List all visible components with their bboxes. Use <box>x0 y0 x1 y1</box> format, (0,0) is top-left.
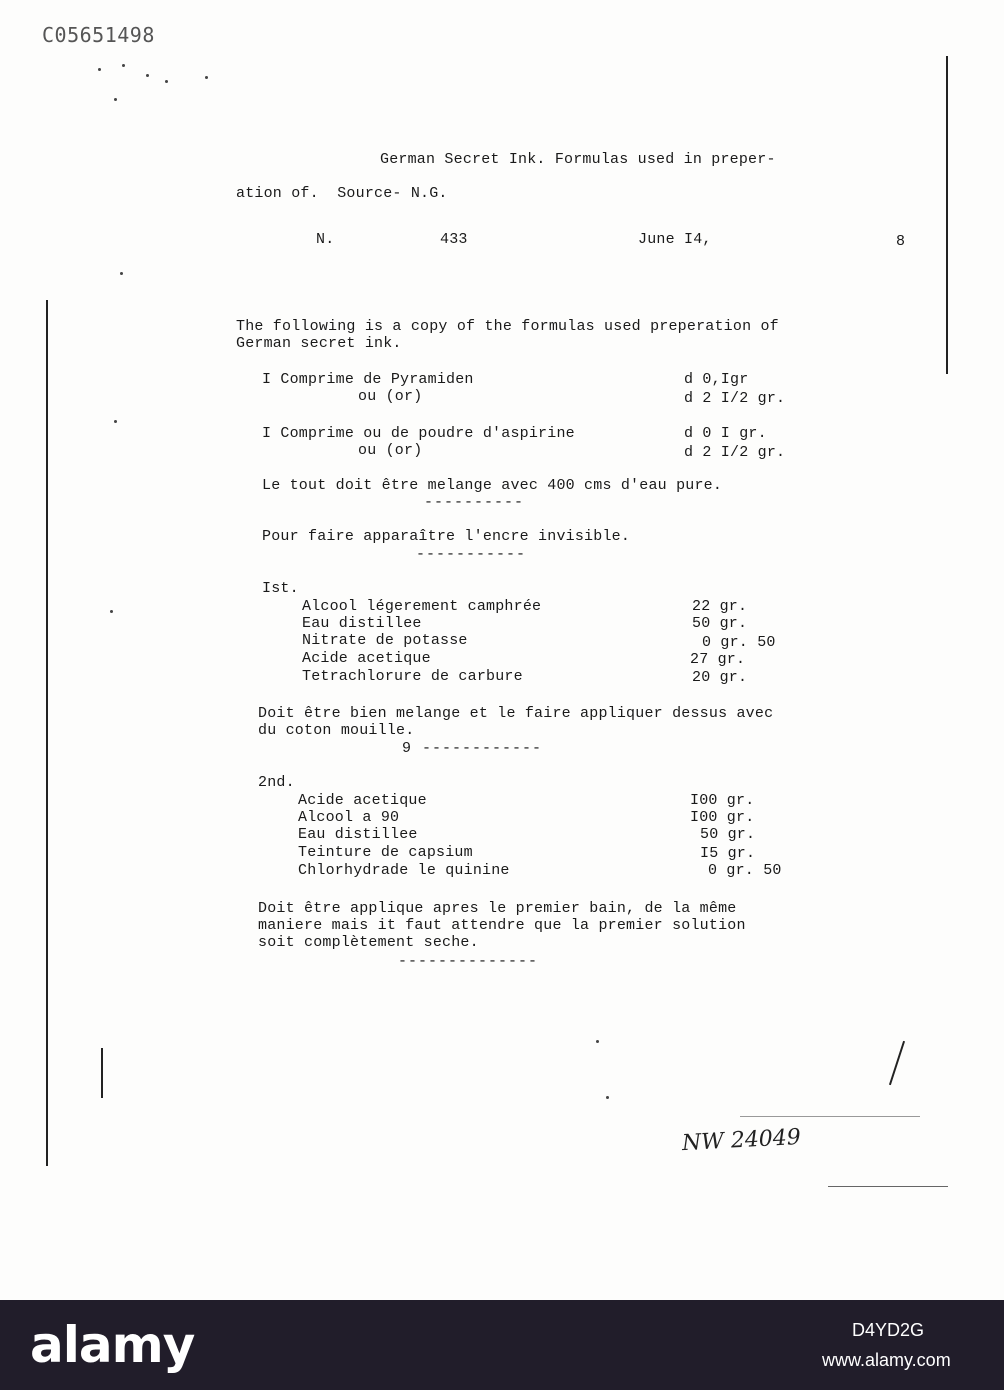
second-instruction-line-1: Doit être applique apres le premier bain, de la même <box>258 900 737 917</box>
document-id: C05651498 <box>42 23 155 47</box>
scan-speck <box>165 80 168 83</box>
second-item-amount: 50 gr. <box>700 826 756 843</box>
first-item-amount: 20 gr. <box>692 669 748 686</box>
second-item-name: Acide acetique <box>298 792 427 809</box>
reference-date: June I4, <box>638 231 712 248</box>
formula-1-amount-2: d 2 I/2 gr. <box>684 390 786 407</box>
scan-mark <box>740 1116 920 1117</box>
scan-speck <box>98 68 101 71</box>
scan-speck <box>110 610 113 613</box>
first-bath-label: Ist. <box>262 580 299 597</box>
first-item-amount: 50 gr. <box>692 615 748 632</box>
first-instruction-line-1: Doit être bien melange et le faire appliquer dessus avec <box>258 705 774 722</box>
scan-mark <box>889 1041 905 1085</box>
handwritten-note: NW 24049 <box>681 1124 802 1157</box>
second-bath-label: 2nd. <box>258 774 295 791</box>
scan-speck <box>146 74 149 77</box>
second-item-amount: I5 gr. <box>700 845 756 862</box>
first-item-amount: 22 gr. <box>692 598 748 615</box>
scan-speck <box>606 1096 609 1099</box>
mix-instruction: Le tout doit être melange avec 400 cms d'eau pure. <box>262 477 723 494</box>
intro-line-1: The following is a copy of the formulas used preperation of <box>236 318 779 335</box>
scan-mark <box>101 1048 103 1098</box>
formula-2-line-1: I Comprime ou de poudre d'aspirine <box>262 425 575 442</box>
reference-number: 433 <box>440 231 468 248</box>
formula-2-amount-2: d 2 I/2 gr. <box>684 444 786 461</box>
reference-letter: N. <box>316 231 335 248</box>
image-id: D4YD2G <box>852 1320 925 1340</box>
separator-dashes: -------------- <box>398 953 539 970</box>
second-item-name: Eau distillee <box>298 826 418 843</box>
alamy-logo[interactable]: alamy <box>30 1316 195 1374</box>
scan-speck <box>122 64 125 67</box>
first-item-name: Alcool légerement camphrée <box>302 598 542 615</box>
first-instruction-line-2: du coton mouille. <box>258 722 415 739</box>
scan-mark <box>828 1186 948 1187</box>
second-instruction-line-3: soit complètement seche. <box>258 934 479 951</box>
scan-edge-left <box>46 300 48 1166</box>
separator-dashes: ----------- <box>416 546 527 563</box>
separator-dashes: 9 ------------ <box>402 740 543 757</box>
scan-speck <box>596 1040 599 1043</box>
scan-speck <box>120 272 123 275</box>
site-url[interactable]: www.alamy.com <box>822 1350 951 1370</box>
first-item-name: Nitrate de potasse <box>302 632 468 649</box>
intro-line-2: German secret ink. <box>236 335 402 352</box>
reveal-heading: Pour faire apparaître l'encre invisible. <box>262 528 631 545</box>
second-item-name: Alcool a 90 <box>298 809 400 826</box>
header-line-2: ation of. Source- N.G. <box>236 185 448 202</box>
formula-1-line-2: ou (or) <box>358 388 423 405</box>
second-item-amount: I00 gr. <box>690 792 755 809</box>
first-item-name: Acide acetique <box>302 650 431 667</box>
first-item-name: Eau distillee <box>302 615 422 632</box>
page-number: 8 <box>896 233 906 250</box>
scan-edge-right <box>946 56 948 374</box>
header-line-1: German Secret Ink. Formulas used in preper- <box>380 151 776 168</box>
second-item-name: Chlorhydrade le quinine <box>298 862 510 879</box>
scan-speck <box>114 98 117 101</box>
formula-1-amount-1: d 0,Igr <box>684 371 749 388</box>
second-item-name: Teinture de capsium <box>298 844 473 861</box>
second-item-amount: I00 gr. <box>690 809 755 826</box>
first-item-name: Tetrachlorure de carbure <box>302 668 523 685</box>
second-instruction-line-2: maniere mais it faut attendre que la premier solution <box>258 917 746 934</box>
first-item-amount: 27 gr. <box>690 651 746 668</box>
formula-2-line-2: ou (or) <box>358 442 423 459</box>
scan-speck <box>114 420 117 423</box>
scan-speck <box>205 76 208 79</box>
first-item-amount: 0 gr. 50 <box>702 634 776 651</box>
formula-1-line-1: I Comprime de Pyramiden <box>262 371 474 388</box>
second-item-amount: 0 gr. 50 <box>708 862 782 879</box>
separator-dashes: ---------- <box>424 494 525 511</box>
formula-2-amount-1: d 0 I gr. <box>684 425 767 442</box>
